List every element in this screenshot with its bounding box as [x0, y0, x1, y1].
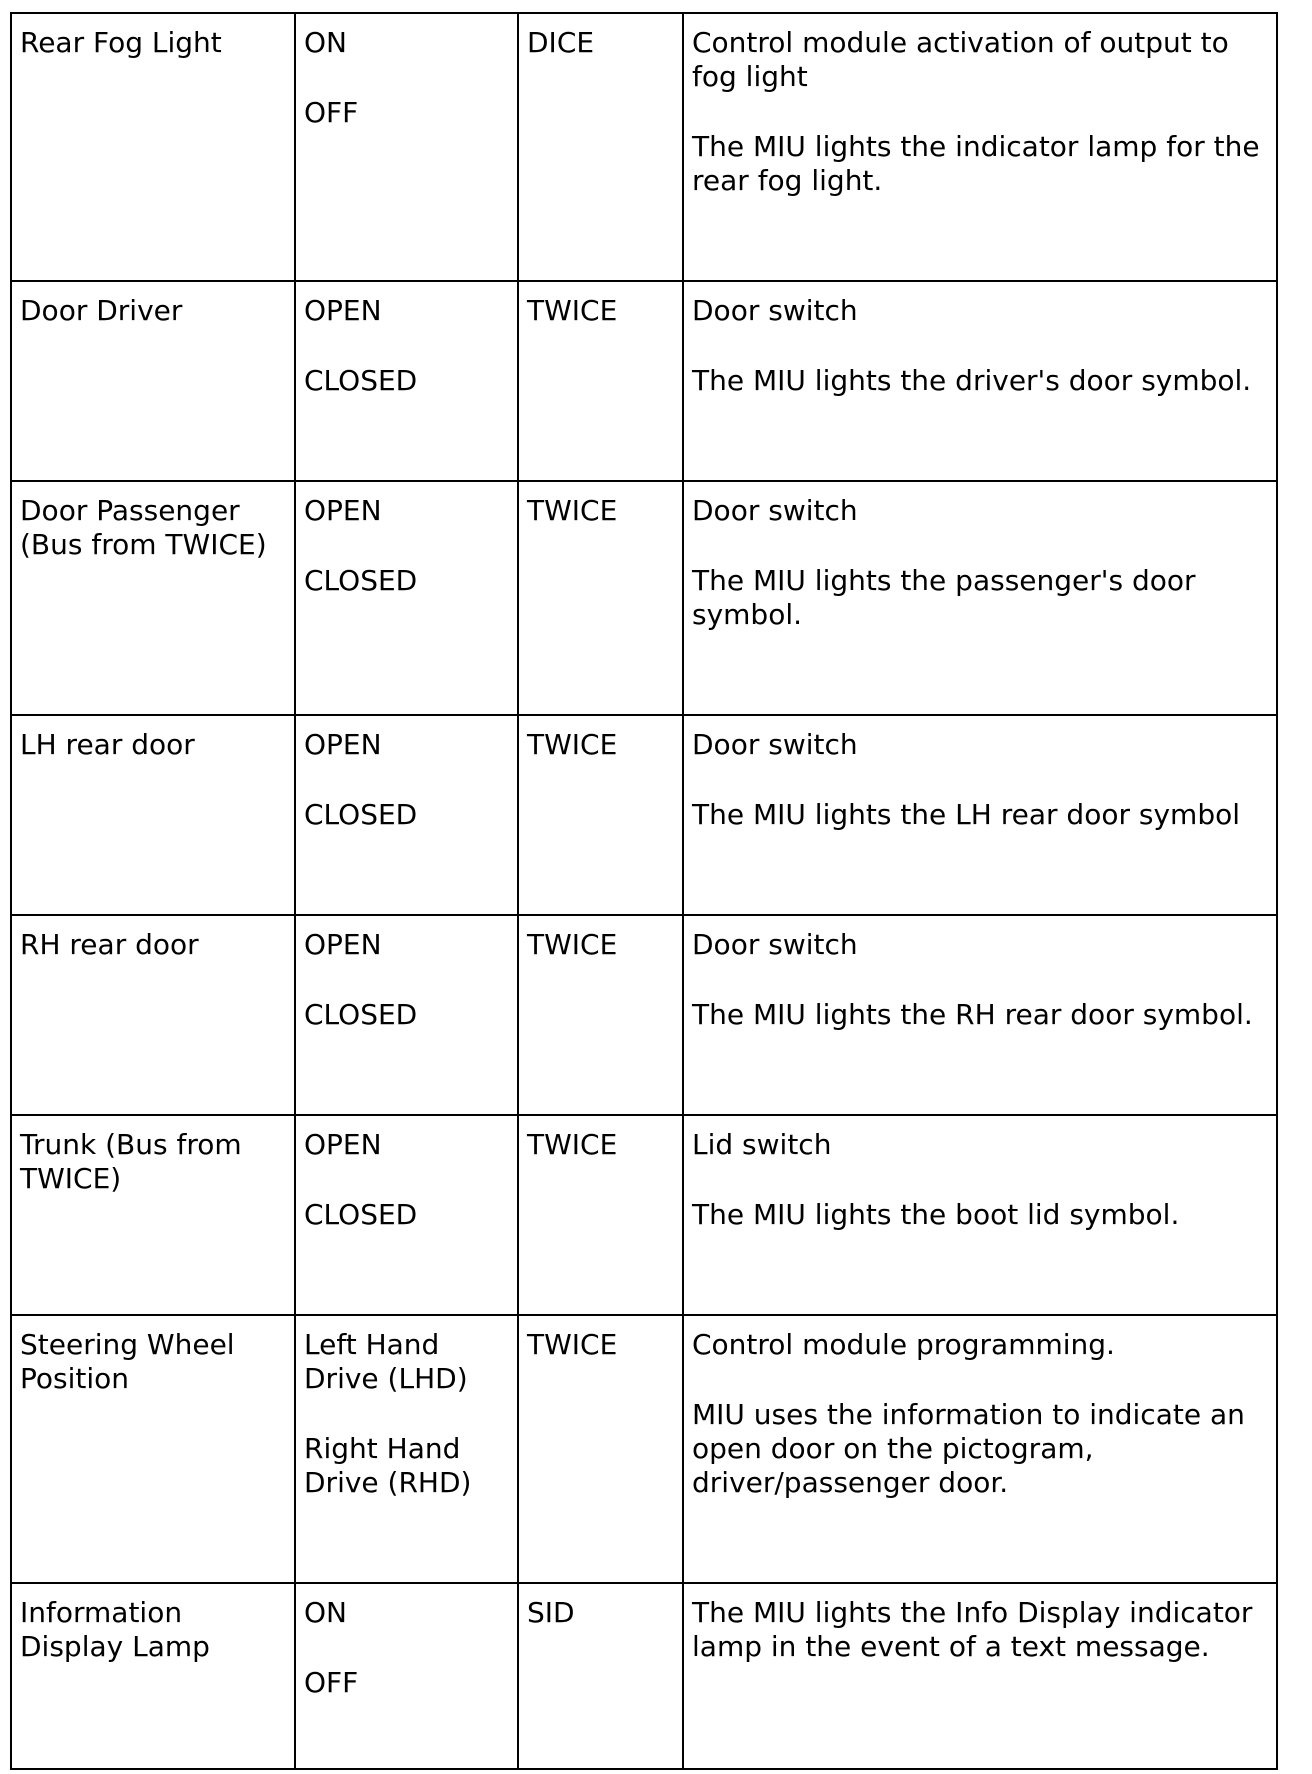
- source-module: TWICE: [527, 728, 618, 761]
- states-cell: [295, 1315, 518, 1583]
- description-text: Door switch: [692, 928, 858, 961]
- states-cell: [295, 281, 518, 481]
- signal-cell: [11, 1315, 295, 1583]
- source-module: TWICE: [527, 928, 618, 961]
- states-cell: [295, 915, 518, 1115]
- source-module: TWICE: [527, 1328, 618, 1361]
- state-value: OPEN: [304, 928, 382, 961]
- description-text: The MIU lights the LH rear door symbol: [692, 798, 1240, 831]
- signal-name: LH rear door: [20, 728, 195, 761]
- source-cell: [518, 1315, 683, 1583]
- table-row: [11, 481, 1277, 715]
- signal-name: Door Passenger (Bus from TWICE): [20, 494, 267, 561]
- state-value: OPEN: [304, 728, 382, 761]
- states-cell: [295, 715, 518, 915]
- description-text: The MIU lights the RH rear door symbol.: [692, 998, 1253, 1031]
- signal-cell: [11, 481, 295, 715]
- source-cell: [518, 915, 683, 1115]
- description-text: Door switch: [692, 294, 858, 327]
- signal-name: RH rear door: [20, 928, 199, 961]
- state-value: OFF: [304, 96, 359, 129]
- description-cell: [683, 915, 1277, 1115]
- signal-name: Information Display Lamp: [20, 1596, 210, 1663]
- table-row: [11, 1115, 1277, 1315]
- state-value: CLOSED: [304, 798, 418, 831]
- description-text: The MIU lights the passenger's door symbol.: [692, 564, 1196, 631]
- signal-name: Door Driver: [20, 294, 183, 327]
- states-cell: [295, 13, 518, 281]
- description-cell: [683, 1115, 1277, 1315]
- signal-cell: [11, 281, 295, 481]
- description-text: The MIU lights the Info Display indicator lamp in the event of a text message.: [692, 1596, 1253, 1663]
- states-cell: [295, 481, 518, 715]
- description-text: Control module programming.: [692, 1328, 1115, 1361]
- state-value: OFF: [304, 1666, 359, 1699]
- source-module: TWICE: [527, 1128, 618, 1161]
- description-text: Control module activation of output to fog light: [692, 26, 1229, 93]
- state-value: OPEN: [304, 294, 382, 327]
- signal-name: Rear Fog Light: [20, 26, 222, 59]
- states-cell: [295, 1583, 518, 1769]
- description-text: The MIU lights the driver's door symbol.: [692, 364, 1252, 397]
- source-module: TWICE: [527, 494, 618, 527]
- state-value: ON: [304, 1596, 347, 1629]
- description-cell: [683, 715, 1277, 915]
- state-value: CLOSED: [304, 364, 418, 397]
- description-text: Lid switch: [692, 1128, 832, 1161]
- description-cell: [683, 1583, 1277, 1769]
- description-cell: [683, 13, 1277, 281]
- signal-cell: [11, 715, 295, 915]
- source-module: SID: [527, 1596, 575, 1629]
- description-text: MIU uses the information to indicate an open door on the pictogram, driver/passenger door.: [692, 1398, 1245, 1499]
- source-module: TWICE: [527, 294, 618, 327]
- state-value: ON: [304, 26, 347, 59]
- description-text: Door switch: [692, 494, 858, 527]
- source-module: DICE: [527, 26, 595, 59]
- source-cell: [518, 13, 683, 281]
- description-cell: [683, 281, 1277, 481]
- state-value: Left Hand Drive (LHD): [304, 1328, 468, 1395]
- states-cell: [295, 1115, 518, 1315]
- source-cell: [518, 281, 683, 481]
- table-row: [11, 1583, 1277, 1769]
- signal-name: Steering Wheel Position: [20, 1328, 235, 1395]
- state-value: OPEN: [304, 494, 382, 527]
- table-row: [11, 915, 1277, 1115]
- state-value: OPEN: [304, 1128, 382, 1161]
- signal-cell: [11, 13, 295, 281]
- description-cell: [683, 1315, 1277, 1583]
- table-row: [11, 715, 1277, 915]
- state-value: CLOSED: [304, 998, 418, 1031]
- state-value: Right Hand Drive (RHD): [304, 1432, 472, 1499]
- signal-cell: [11, 1115, 295, 1315]
- description-cell: [683, 481, 1277, 715]
- description-text: Door switch: [692, 728, 858, 761]
- state-value: CLOSED: [304, 564, 418, 597]
- description-text: The MIU lights the boot lid symbol.: [692, 1198, 1180, 1231]
- table-row: [11, 1315, 1277, 1583]
- signal-table: [10, 12, 1278, 1770]
- source-cell: [518, 1115, 683, 1315]
- table-row: [11, 13, 1277, 281]
- description-text: The MIU lights the indicator lamp for the rear fog light.: [692, 130, 1260, 197]
- table-row: [11, 281, 1277, 481]
- signal-name: Trunk (Bus from TWICE): [20, 1128, 242, 1195]
- source-cell: [518, 481, 683, 715]
- source-cell: [518, 715, 683, 915]
- signal-cell: [11, 1583, 295, 1769]
- state-value: CLOSED: [304, 1198, 418, 1231]
- source-cell: [518, 1583, 683, 1769]
- signal-cell: [11, 915, 295, 1115]
